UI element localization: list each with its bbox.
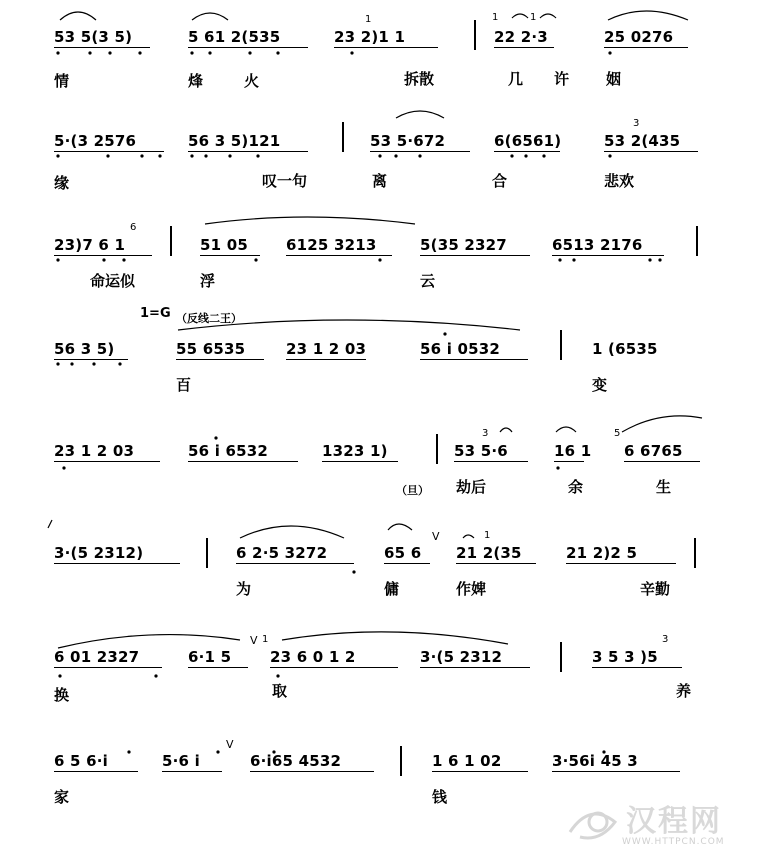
beam-line [236, 563, 354, 564]
grace-note: 5 [614, 428, 621, 439]
row5-lyric: 生 [656, 478, 672, 496]
row8-lyric: 家 [54, 788, 70, 806]
beam-line [54, 563, 180, 564]
row6-lyric: 辛勤 [640, 580, 671, 598]
bar-line [170, 226, 172, 256]
key-signature: 1=G [140, 306, 171, 321]
beam-line [420, 359, 528, 360]
row5-measure1: 23 1 2 03 [54, 442, 135, 460]
row6-lyric: 作婢 [456, 580, 487, 598]
mode-label: （反线二王） [176, 312, 242, 325]
beam-line [176, 359, 264, 360]
beam-line [188, 151, 308, 152]
row4-measure1: 56 3 5) [54, 340, 115, 358]
beam-line [420, 667, 530, 668]
beam-line [454, 461, 528, 462]
row6-lyric: 为 [236, 580, 252, 598]
beam-line [250, 771, 374, 772]
bar-line [206, 538, 208, 568]
beam-line [54, 667, 162, 668]
watermark-url: WWW.HTTPCN.COM [622, 837, 725, 847]
beam-line [334, 47, 438, 48]
row6-measure3: 65 6 [384, 544, 422, 562]
row1-lyric: 烽 [188, 72, 204, 90]
row8-measure5: 3·56i 45 3 [552, 752, 638, 770]
row5-measure4: 53 5·6 [454, 442, 508, 460]
row3-measure3: 6125 3213 [286, 236, 377, 254]
row3-measure1: 23)7 6 1 [54, 236, 126, 254]
bar-line [474, 20, 476, 50]
beam-line [592, 667, 682, 668]
row2-lyric: 叹一句 [262, 172, 308, 190]
bar-line [694, 538, 696, 568]
grace-note: 3 [482, 428, 489, 439]
beam-line [162, 771, 222, 772]
beam-line [54, 255, 152, 256]
beam-line [420, 255, 530, 256]
row5-measure5: 16 1 [554, 442, 592, 460]
bar-line [560, 642, 562, 672]
row2-measure2: 56 3 5)121 [188, 132, 281, 150]
grace-note: 6 [130, 222, 137, 233]
beam-line [552, 255, 664, 256]
beam-line [494, 47, 554, 48]
row7-measure1: 6 01 2327 [54, 648, 140, 666]
row2-lyric: 缘 [54, 174, 70, 192]
row1-lyric: 情 [54, 72, 70, 90]
beam-line [322, 461, 398, 462]
row1-lyric: 许 [554, 70, 570, 88]
bar-line [560, 330, 562, 360]
beam-line [566, 563, 676, 564]
breath-mark: V [226, 738, 234, 751]
row7-measure5: 3 5 3 )5 [592, 648, 658, 666]
row8-measure4: 1 6 1 02 [432, 752, 502, 770]
row6-measure5: 21 2)2 5 [566, 544, 638, 562]
row5-measure6: 6 6765 [624, 442, 683, 460]
watermark-text: 汉程网 [626, 804, 722, 839]
beam-line [270, 667, 398, 668]
bar-line [400, 746, 402, 776]
row3-lyric: 浮 [200, 272, 216, 290]
grace-note: 1 [484, 530, 491, 541]
row7-lyric: 换 [54, 686, 70, 704]
bar-line [436, 434, 438, 464]
row1-lyric: 火 [244, 72, 260, 90]
beam-line [188, 667, 248, 668]
row4-measure5: 1 (6535 [592, 340, 658, 358]
row6-measure1: 3·(5 2312) [54, 544, 144, 562]
row3-lyric: 命运似 [90, 272, 136, 290]
row3-lyric: 云 [420, 272, 436, 290]
bar-line [696, 226, 698, 256]
row4-lyric: 百 [176, 376, 192, 394]
row4-measure2: 55 6535 [176, 340, 246, 358]
row7-lyric: 养 [676, 682, 692, 700]
row2-measure4: 6(6561) [494, 132, 562, 150]
row5-lyric: 劫后 [456, 478, 487, 496]
beam-line [624, 461, 700, 462]
row3-measure2: 51 05 [200, 236, 248, 254]
beam-line [54, 151, 164, 152]
beam-line [384, 563, 430, 564]
breath-mark: V [432, 530, 440, 543]
beam-line [286, 255, 392, 256]
beam-line [554, 461, 584, 462]
beam-line [188, 461, 298, 462]
row2-lyric: 合 [492, 172, 508, 190]
row4-measure4: 56 i 0532 [420, 340, 501, 358]
grace-note: 1 [530, 12, 537, 23]
row1-lyric: 几 [508, 70, 524, 88]
row7-measure2: 6·1 5 [188, 648, 232, 666]
beam-line [456, 563, 536, 564]
beam-line [200, 255, 260, 256]
row2-measure1: 5·(3 2576 [54, 132, 137, 150]
beam-line [604, 151, 698, 152]
beam-line [494, 151, 560, 152]
beam-line [188, 47, 308, 48]
grace-note: 1 [492, 12, 499, 23]
row1-lyric: 拆散 [404, 70, 435, 88]
beam-line [370, 151, 470, 152]
grace-note: 3 [662, 634, 669, 645]
row2-lyric: 悲欢 [604, 172, 635, 190]
beam-line [286, 359, 366, 360]
row1-measure2: 5 61 2(535 [188, 28, 281, 46]
row1-measure3: 23 2)1 1 [334, 28, 406, 46]
row4-measure3: 23 1 2 03 [286, 340, 367, 358]
row6-lyric: 傭 [384, 580, 400, 598]
row6-measure2: 6 2·5 3272 [236, 544, 328, 562]
row1-measure4: 22 2·3 [494, 28, 548, 46]
role-marker: （旦） [396, 484, 429, 497]
beam-line [552, 771, 680, 772]
row8-measure3: 6·i65 4532 [250, 752, 342, 770]
row5-lyric: 余 [568, 478, 584, 496]
bar-line [342, 122, 344, 152]
row5-measure2: 56 i 6532 [188, 442, 269, 460]
row8-measure1: 6 5 6·i [54, 752, 108, 770]
breath-mark: V [250, 634, 258, 647]
beam-line [604, 47, 688, 48]
beam-line [432, 771, 528, 772]
row6-measure4: 21 2(35 [456, 544, 522, 562]
row7-measure3: 23 6 0 1 2 [270, 648, 356, 666]
beam-line [54, 771, 138, 772]
row2-lyric: 离 [372, 172, 388, 190]
row5-measure3: 1323 1) [322, 442, 388, 460]
row3-measure4: 5(35 2327 [420, 236, 507, 254]
row2-measure3: 53 5·672 [370, 132, 446, 150]
row2-measure5: 53 2(435 [604, 132, 681, 150]
row7-measure4: 3·(5 2312 [420, 648, 503, 666]
row3-measure5: 6513 2176 [552, 236, 643, 254]
beam-line [54, 47, 150, 48]
beam-line [54, 359, 128, 360]
row8-measure2: 5·6 i [162, 752, 200, 770]
grace-note: 1 [365, 14, 372, 25]
row4-lyric: 变 [592, 376, 608, 394]
beam-line [54, 461, 160, 462]
row1-measure1: 53 5(3 5) [54, 28, 133, 46]
grace-note: 3 [633, 118, 640, 129]
grace-note: 1 [262, 634, 269, 645]
row8-lyric: 钱 [432, 788, 448, 806]
row7-lyric: 取 [272, 682, 288, 700]
row1-lyric: 姻 [606, 70, 622, 88]
row1-measure5: 25 0276 [604, 28, 674, 46]
